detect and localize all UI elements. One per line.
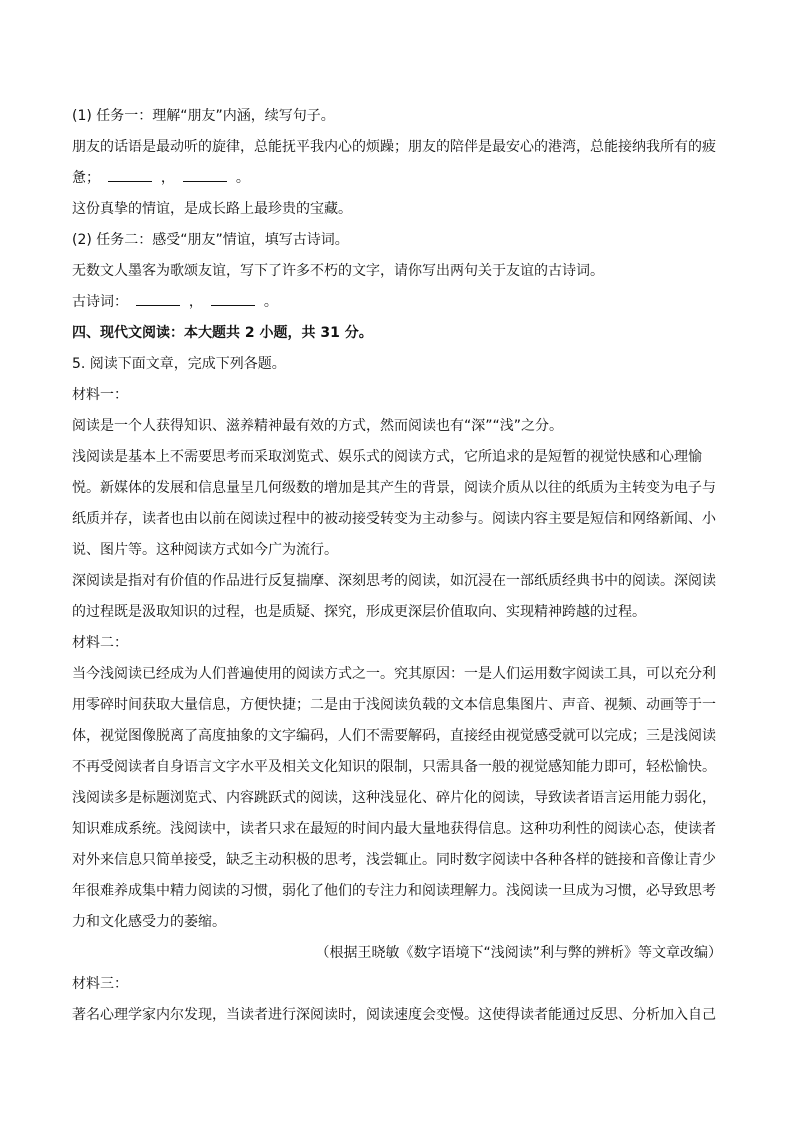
material1-line: 的过程既是汲取知识的过程，也是质疑、探究，形成更深层价值取向、实现精神跨越的过程。 (72, 604, 646, 620)
task2-period: 。 (263, 294, 278, 310)
task1-blank-1[interactable] (108, 167, 152, 182)
task2-answer-line (72, 287, 722, 318)
task1-fill-line (72, 163, 722, 194)
material1-line: 纸质并存，读者也由以前在阅读过程中的被动接受转变为主动参与。阅读内容主要是短信和网络新闻、小 (72, 511, 716, 527)
material1-line: 说、图片等。这种阅读方式如今广为流行。 (72, 542, 338, 558)
task1-heading: (1) 任务一：理解“朋友”内涵，续写句子。 (72, 108, 335, 124)
task1-comma: ， (160, 170, 175, 186)
document-page (72, 101, 722, 1031)
task2-blank-2[interactable] (211, 291, 255, 306)
material2-line: 力和文化感受力的萎缩。 (72, 914, 226, 930)
task2-prompt: 无数文人墨客为歌颂友谊，写下了许多不朽的文字，请你写出两句关于友谊的古诗词。 (72, 263, 604, 279)
section4-title: 四、现代文阅读：本大题共 2 小题，共 31 分。 (72, 325, 373, 341)
material2-line: 浅阅读多是标题浏览式、内容跳跃式的阅读，这种浅显化、碎片化的阅读，导致读者语言运用能力弱化， (72, 790, 716, 806)
q5-prompt: 5. 阅读下面文章，完成下列各题。 (72, 356, 286, 372)
task1-period: 。 (235, 170, 250, 186)
task1-body-prefix: 惫； (72, 170, 100, 186)
material2-line: 不再受阅读者自身语言文字水平及相关文化知识的限制，只需具备一般的视觉感知能力即可，轻松愉快。 (72, 759, 716, 775)
task1-closing: 这份真挚的情谊，是成长路上最珍贵的宝藏。 (72, 201, 352, 217)
material2-line: 对外来信息只简单接受，缺乏主动积极的思考，浅尝辄止。同时数字阅读中各种各样的链接和音像让青少 (72, 852, 716, 868)
material2-line: 年很难养成集中精力阅读的习惯，弱化了他们的专注力和阅读理解力。浅阅读一旦成为习惯，必导致思考 (72, 883, 716, 899)
material2-line: 知识难成系统。浅阅读中，读者只求在最短的时间内最大量地获得信息。这种功利性的阅读心态，使读者 (72, 821, 716, 837)
material2-line: 用零碎时间获取大量信息，方便快捷；二是由于浅阅读负载的文本信息集图片、声音、视频、动画等于一 (72, 697, 716, 713)
material2-source: （根据王晓敏《数字语境下“浅阅读”利与弊的辨析》等文章改编） (315, 945, 722, 961)
task2-comma: ， (188, 294, 203, 310)
task1-body-line: 朋友的话语是最动听的旋律，总能抚平我内心的烦躁；朋友的陪伴是最安心的港湾，总能接纳我所有的疲 (72, 139, 716, 155)
material2-line: 体，视觉图像脱离了高度抽象的文字编码，人们不需要解码，直接经由视觉感受就可以完成；三是浅阅读 (72, 728, 716, 744)
material1-line: 悦。新媒体的发展和信息量呈几何级数的增加是其产生的背景，阅读介质从以往的纸质为主转变为电子与 (72, 480, 716, 496)
material2-label: 材料二： (72, 635, 128, 651)
task2-blank-1[interactable] (136, 291, 180, 306)
task2-answer-label: 古诗词： (72, 294, 128, 310)
material3-label: 材料三： (72, 976, 128, 992)
material3-line: 著名心理学家内尔发现，当读者进行深阅读时，阅读速度会变慢。这使得读者能通过反思、分析加入自己 (72, 1007, 716, 1023)
material1-label: 材料一： (72, 387, 128, 403)
material1-line: 阅读是一个人获得知识、滋养精神最有效的方式，然而阅读也有“深”“浅”之分。 (72, 418, 564, 434)
task1-blank-2[interactable] (183, 167, 227, 182)
material1-line: 浅阅读是基本上不需要思考而采取浏览式、娱乐式的阅读方式，它所追求的是短暂的视觉快感和心理愉 (72, 449, 702, 465)
material2-line: 当今浅阅读已经成为人们普遍使用的阅读方式之一。究其原因：一是人们运用数字阅读工具，可以充分利 (72, 666, 716, 682)
material1-line: 深阅读是指对有价值的作品进行反复揣摩、深刻思考的阅读，如沉浸在一部纸质经典书中的阅读。深阅读 (72, 573, 716, 589)
task2-heading: (2) 任务二：感受“朋友”情谊，填写古诗词。 (72, 232, 349, 248)
